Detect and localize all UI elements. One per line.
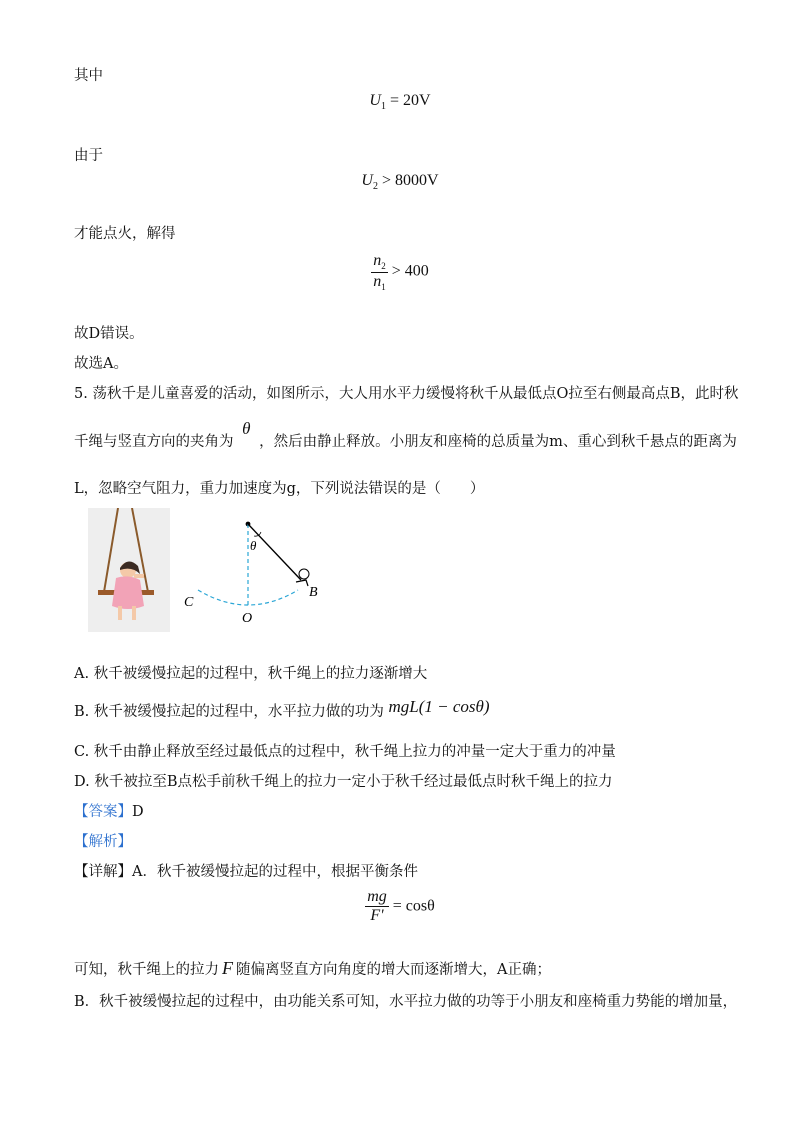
detail-line-2 [74,958,551,979]
option-b-formula: mgL(1 − cosθ) [388,697,490,716]
option-c: C. 秋千由静止释放至经过最低点的过程中，秋千绳上拉力的冲量一定大于重力的冲量 [74,744,616,760]
ratio-denominator: n [373,272,382,290]
equation-u1 [0,92,800,112]
u2-subscript: 2 [372,181,378,193]
text-cainengdianhuo: 才能点火，解得 [74,226,176,242]
u2-symbol: U [361,172,373,189]
answer-value: D [132,804,144,820]
question-line-2-b: ，然后由静止释放。小朋友和座椅的总质量为m、重心到秋千悬点的距离为 [259,434,737,450]
u1-symbol: U [369,92,381,109]
question-line-3: L，忽略空气阻力，重力加速度为g，下列说法错误的是（ ） [74,481,485,497]
swing-diagram [180,510,330,630]
equation-ratio [0,252,800,292]
u1-value: = 20V [385,92,431,109]
text-d-wrong: 故D错误。 [74,326,144,342]
u1-subscript: 1 [380,101,386,113]
text-choose-a: 故选A。 [74,356,128,372]
detail-line-2-b: 随偏离竖直方向角度的增大而逐渐增大，A正确； [236,962,551,978]
cos-fraction-numerator: mg [365,888,389,907]
ratio-numerator: n [373,252,382,269]
diagram-c-label: C [184,595,194,610]
analysis-label: 【解析】 [74,834,132,850]
force-symbol: F [222,958,233,978]
ratio-value: > 400 [387,262,429,280]
u2-value: > 8000V [377,172,439,189]
theta-symbol: θ [242,419,251,438]
swing-photo [88,508,170,632]
child-head [299,569,309,579]
answer-label: 【答案】 [74,804,132,820]
diagram-b-label: B [309,585,318,600]
text-youyu: 由于 [74,148,103,164]
diagram-theta-label: θ [250,538,257,553]
ratio-fraction [371,252,388,292]
option-d: D. 秋千被拉至B点松手前秋千绳上的拉力一定小于秋千经过最低点时秋千绳上的拉力 [74,774,613,790]
detail-line-3: B．秋千被缓慢拉起的过程中，由功能关系可知，水平拉力做的功等于小朋友和座椅重力势能的增加量， [74,994,738,1010]
diagram-o-label: O [242,611,253,626]
equation-cos [0,888,800,926]
cos-value: = cosθ [388,897,435,915]
option-a: A. 秋千被缓慢拉起的过程中，秋千绳上的拉力逐渐增大 [74,666,428,682]
detail-line-2-a: 可知，秋千绳上的拉力 [74,962,219,978]
option-b-text: B. 秋千被缓慢拉起的过程中，水平拉力做的功为 [74,704,384,720]
ratio-denominator-sub: 1 [381,281,386,292]
question-line-2-a: 千绳与竖直方向的夹角为 [74,434,234,450]
equation-u2 [0,172,800,192]
cos-fraction [365,888,389,926]
ratio-numerator-sub: 2 [381,261,386,272]
child-body [296,580,308,586]
option-b [74,697,490,721]
swing-child-illustration [88,508,170,632]
text-qizhong: 其中 [74,68,103,84]
detail-line-1: 【详解】A．秋千被缓慢拉起的过程中，根据平衡条件 [74,864,418,880]
question-line-1: 5. 荡秋千是儿童喜爱的活动，如图所示，大人用水平力缓慢将秋千从最低点O拉至右侧最高点B，此时秋 [74,386,739,402]
question-line-2 [74,419,737,451]
answer-line [74,800,144,821]
cos-fraction-denominator: F' [370,907,384,925]
